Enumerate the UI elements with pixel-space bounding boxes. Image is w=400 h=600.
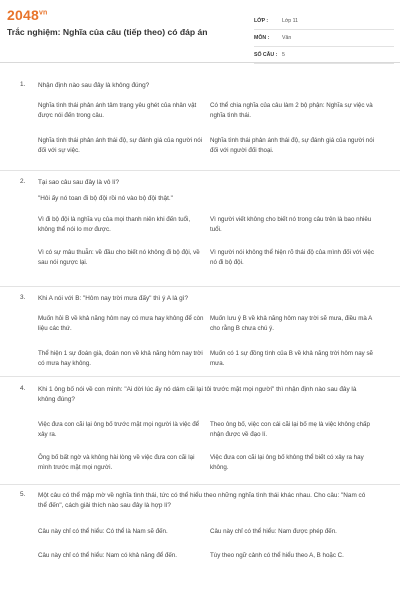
question-number: 5.	[20, 491, 26, 498]
question-text: Một câu có thể mập mờ về nghĩa tình thái, tức có thể hiểu theo những nghĩa tình thái khác nhau. Cho câu: "Nam có thể đến", cách giải thích nào sau đây là hợp lí?	[38, 492, 366, 509]
option-a[interactable]: Muốn hỏi B về khả năng hôm nay có mưa hay không để còn liệu các thứ.	[38, 315, 204, 332]
option-c[interactable]: Nghĩa tình thái phản ánh thái độ, sự đánh giá của người nói đối với sự việc.	[38, 137, 203, 154]
option-a[interactable]: Câu này chỉ có thể hiểu: Có thể là Nam sẽ đến.	[38, 528, 168, 535]
option-a[interactable]: Nghĩa tình thái phản ánh tâm trạng yêu ghét của nhân vật được nói đến trong câu.	[38, 102, 197, 119]
option-b[interactable]: Theo ông bố, việc con cái cãi lại bố mẹ là việc không chấp nhận được về đạo lí.	[210, 421, 370, 438]
meta-value: 5	[282, 52, 285, 58]
meta-value: Văn	[282, 35, 292, 41]
meta-row-subject	[254, 30, 394, 47]
brand-logo[interactable]	[7, 7, 48, 23]
option-a[interactable]: Vì đi bộ đội là nghĩa vụ của mọi thanh niên khi đến tuổi, không thể nói lo mơ được.	[38, 216, 191, 233]
meta-key: MÔN :	[254, 35, 270, 41]
option-d[interactable]: Tùy theo ngữ cảnh có thể hiểu theo A, B hoặc C.	[210, 552, 344, 559]
brand-suffix: vn	[38, 9, 48, 17]
option-d[interactable]: Muốn có 1 sự đồng tình của B về khả năng trời hôm nay sẽ mưa.	[210, 350, 373, 367]
question-text: Khi 1 ông bố nói về con mình: "Ai dời lúc ấy nó dám cãi lại tôi trước mặt mọi người" thì nhận định nào sau đây là không đúng?	[38, 386, 357, 403]
question-number: 1.	[20, 81, 26, 88]
question-number: 4.	[20, 385, 26, 392]
divider	[0, 376, 400, 377]
meta-row-class	[254, 13, 394, 30]
meta-key: SỐ CÂU :	[254, 52, 278, 58]
question-text: Nhận định nào sau đây là không đúng?	[38, 82, 150, 89]
worksheet-header	[0, 0, 400, 63]
option-b[interactable]: Có thể chia nghĩa của câu làm 2 bộ phận: Nghĩa sự việc và nghĩa tình thái.	[210, 102, 373, 119]
option-c[interactable]: Ông bố bất ngờ và không hài lòng về việc đưa con cãi lại mình trước mặt mọi người.	[38, 454, 195, 471]
meta-value: Lớp 11	[282, 18, 298, 24]
question-text: Tại sao câu sau đây là vô lí?	[38, 179, 119, 186]
brand-name: 2048	[7, 7, 39, 23]
option-d[interactable]: Việc đưa con cãi lại ông bố không thể biết có xảy ra hay không.	[210, 454, 364, 471]
question-quote: "Hôi ấy nó toan đi bộ đội rồi nó vào bộ đội thật."	[38, 195, 173, 202]
question-number: 2.	[20, 178, 26, 185]
question-text: Khi A nói với B: "Hôm nay trời mưa đấy" thì ý A là gì?	[38, 295, 189, 302]
meta-info	[254, 13, 394, 64]
page-title: Trắc nghiệm: Nghĩa của câu (tiếp theo) có đáp án	[7, 27, 208, 37]
meta-row-count	[254, 47, 394, 64]
option-b[interactable]: Vì người viết không cho biết nó trong câu trên là bao nhiêu tuổi.	[210, 216, 372, 233]
divider	[0, 170, 400, 171]
option-c[interactable]: Thể hiện 1 sự đoán già, đoán non về khả năng hôm nay trời có mưa hay không.	[38, 350, 203, 367]
divider	[0, 286, 400, 287]
option-b[interactable]: Muốn lưu ý B về khả năng hôm nay trời sẽ mưa, điều mà A cho rằng B chưa chú ý.	[210, 315, 372, 332]
option-c[interactable]: Câu này chỉ có thể hiểu: Nam có khả năng để đến.	[38, 552, 177, 559]
question-number: 3.	[20, 294, 26, 301]
option-d[interactable]: Vì người nói không thể hiện rõ thái độ của mình đối với việc nó đi bộ đội.	[210, 249, 374, 266]
divider	[0, 484, 400, 485]
option-a[interactable]: Việc đưa con cãi lại ông bố trước mặt mọi người là việc để xảy ra.	[38, 421, 200, 438]
option-d[interactable]: Nghĩa tình thái phản ánh thái độ, sự đánh giá của người nói đối với người đối thoại.	[210, 137, 375, 154]
meta-key: LỚP :	[254, 18, 269, 24]
option-b[interactable]: Câu này chỉ có thể hiểu: Nam được phép đến.	[210, 528, 337, 535]
option-c[interactable]: Vì có sự mâu thuẫn: về đầu cho biết nó không đi bộ đội, về sau nói ngược lại.	[38, 249, 200, 266]
